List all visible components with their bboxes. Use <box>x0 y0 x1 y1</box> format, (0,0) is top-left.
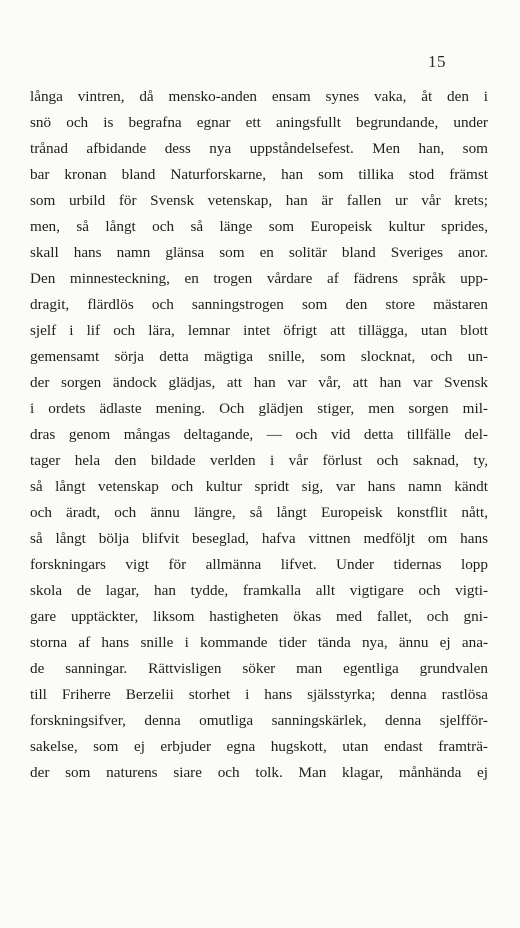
text-line: men, så långt och så länge som Europeisk kultur sprides, <box>30 218 488 235</box>
text-line: sjelf i lif och lära, lemnar intet öfrigt att tillägga, utan blott <box>30 322 488 339</box>
text-line: till Friherre Berzelii storhet i hans själsstyrka; denna rastlösa <box>30 686 488 703</box>
text-line: skola de lagar, han tydde, framkalla allt vigtigare och vigti- <box>30 582 488 599</box>
text-line: forskningars vigt för allmänna lifvet. Under tidernas lopp <box>30 556 488 573</box>
text-line: så långt bölja blifvit beseglad, hafva vittnen medföljt om hans <box>30 530 488 547</box>
text-line: tager hela den bildade verlden i vår förlust och saknad, ty, <box>30 452 488 469</box>
text-line: storna af hans snille i kommande tider tända nya, ännu ej ana- <box>30 634 488 651</box>
text-line: dras genom mångas deltagande, — och vid detta tillfälle del- <box>30 426 488 443</box>
text-line: i ordets ädlaste mening. Och glädjen stiger, men sorgen mil- <box>30 400 488 417</box>
text-line: gare upptäckter, liksom hastigheten ökas med fallet, och gni- <box>30 608 488 625</box>
text-line: Den minnesteckning, en trogen vårdare af fädrens språk upp- <box>30 270 488 287</box>
text-line: så långt vetenskap och kultur spridt sig, var hans namn kändt <box>30 478 488 495</box>
text-line: och äradt, och ännu längre, så långt Europeisk konstflit nått, <box>30 504 488 521</box>
text-line: gemensamt sörja detta mägtiga snille, som slocknat, och un- <box>30 348 488 365</box>
page-number: 15 <box>428 52 446 71</box>
text-line: dragit, flärdlös och sanningstrogen som den store mästaren <box>30 296 488 313</box>
text-line: de sanningar. Rättvisligen söker man egentliga grundvalen <box>30 660 488 677</box>
text-line: trånad afbidande dess nya uppståndelsefest. Men han, som <box>30 140 488 157</box>
text-line: skall hans namn glänsa som en solitär bland Sveriges anor. <box>30 244 488 261</box>
text-line: snö och is begrafna egnar ett aningsfullt begrundande, under <box>30 114 488 131</box>
text-line: långa vintren, då mensko-anden ensam synes vaka, åt den i <box>30 88 488 105</box>
text-line: der sorgen ändock glädjas, att han var vår, att han var Svensk <box>30 374 488 391</box>
text-line: forskningsifver, denna omutliga sanningskärlek, denna sjelfför- <box>30 712 488 729</box>
text-line: som urbild för Svensk vetenskap, han är fallen ur vår krets; <box>30 192 488 209</box>
text-line: der som naturens siare och tolk. Man klagar, månhända ej <box>30 764 488 781</box>
text-line: sakelse, som ej erbjuder egna hugskott, utan endast framträ- <box>30 738 488 755</box>
text-line: bar kronan bland Naturforskarne, han som tillika stod främst <box>30 166 488 183</box>
body-text <box>30 84 488 786</box>
